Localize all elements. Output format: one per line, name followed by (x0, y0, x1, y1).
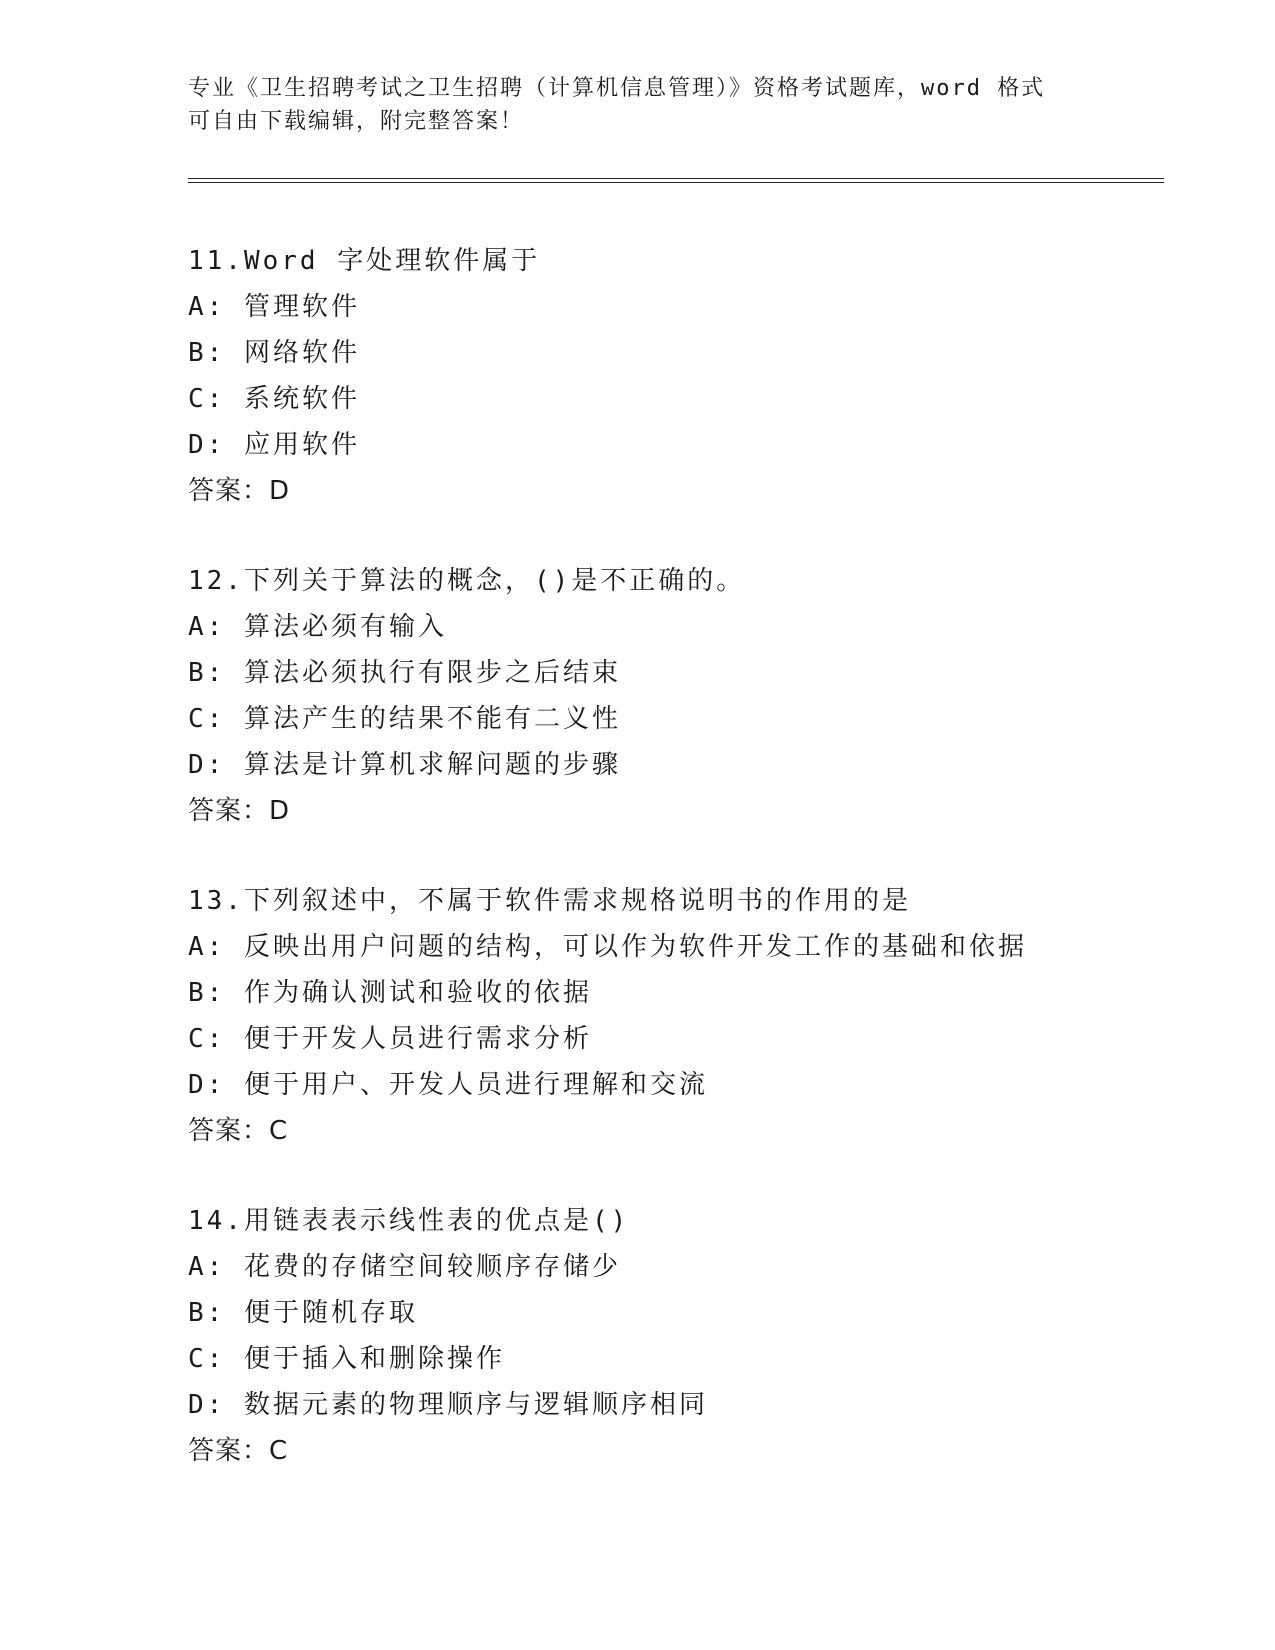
option-b: B: 作为确认测试和验收的依据 (188, 978, 592, 1008)
option-b: B: 便于随机存取 (188, 1298, 418, 1328)
header-line-2: 可自由下载编辑，附完整答案！ (188, 109, 525, 134)
header-divider (188, 178, 1164, 183)
question-stem: 14.用链表表示线性表的优点是() (188, 1206, 630, 1236)
option-a: A: 花费的存储空间较顺序存储少 (188, 1252, 621, 1282)
option-c: C: 算法产生的结果不能有二义性 (188, 704, 621, 734)
option-b: B: 算法必须执行有限步之后结束 (188, 658, 621, 688)
option-c: C: 便于插入和删除操作 (188, 1344, 505, 1374)
header-line-1: 专业《卫生招聘考试之卫生招聘（计算机信息管理）》资格考试题库，word 格式 (188, 76, 1046, 101)
option-c: C: 系统软件 (188, 384, 360, 414)
option-a: A: 反映出用户问题的结构，可以作为软件开发工作的基础和依据 (188, 932, 1027, 962)
option-b: B: 网络软件 (188, 338, 360, 368)
document-header (188, 72, 1068, 138)
answer: 答案：D (188, 796, 291, 826)
option-d: D: 数据元素的物理顺序与逻辑顺序相同 (188, 1390, 708, 1420)
option-d: D: 应用软件 (188, 430, 360, 460)
question-stem: 11.Word 字处理软件属于 (188, 246, 541, 276)
option-d: D: 便于用户、开发人员进行理解和交流 (188, 1070, 708, 1100)
answer: 答案：C (188, 1436, 289, 1466)
answer: 答案：D (188, 476, 291, 506)
question-11 (188, 238, 1188, 514)
question-14 (188, 1198, 1188, 1474)
question-stem: 12.下列关于算法的概念，()是不正确的。 (188, 566, 746, 596)
option-a: A: 管理软件 (188, 292, 360, 322)
option-d: D: 算法是计算机求解问题的步骤 (188, 750, 621, 780)
question-13 (188, 878, 1188, 1154)
question-stem: 13.下列叙述中，不属于软件需求规格说明书的作用的是 (188, 886, 911, 916)
option-c: C: 便于开发人员进行需求分析 (188, 1024, 592, 1054)
question-12 (188, 558, 1188, 834)
option-a: A: 算法必须有输入 (188, 612, 447, 642)
answer: 答案：C (188, 1116, 289, 1146)
